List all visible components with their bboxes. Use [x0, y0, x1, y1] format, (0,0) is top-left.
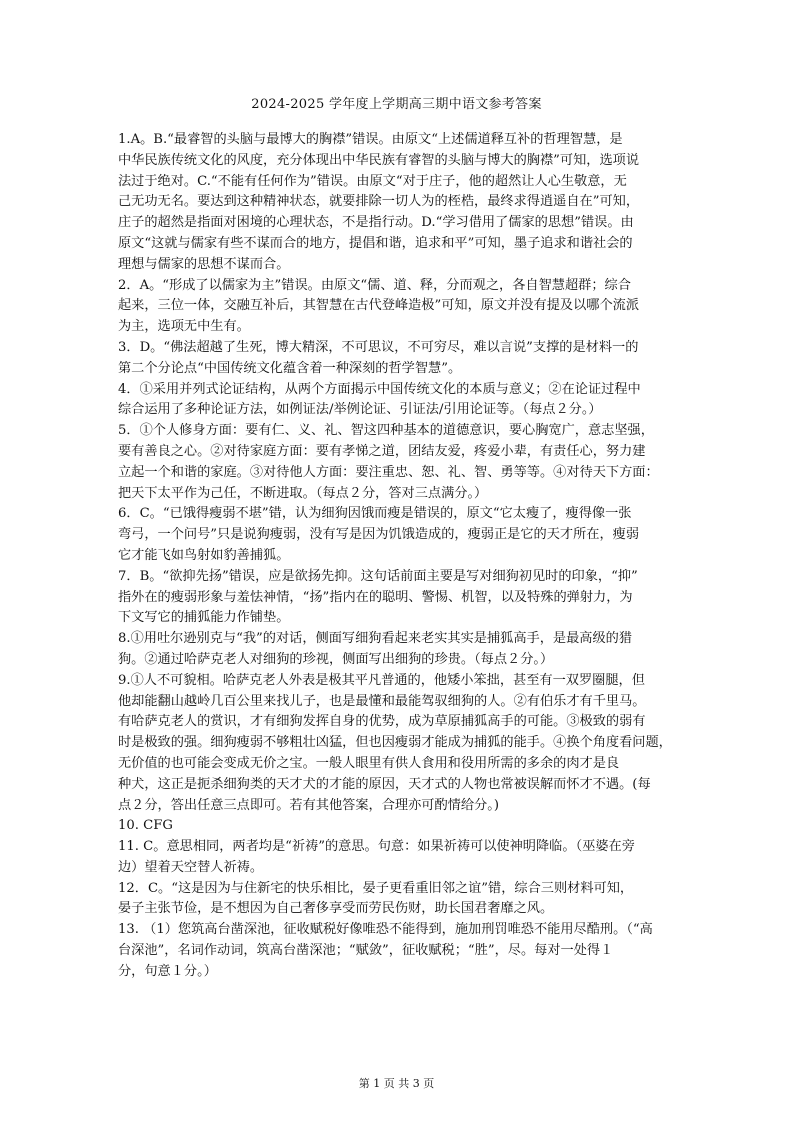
- text-line: 4．①采用并列式论证结构，从两个方面揭示中国传统文化的本质与意义；②在论证过程中: [118, 381, 641, 397]
- text-line: 12．C。“这是因为与住新宅的快乐相比，晏子更看重旧邻之谊”错，综合三则材料可知，: [118, 880, 634, 896]
- text-line: 把天下太平作为己任，不断进取。（每点２分，答对三点满分。）: [118, 485, 488, 501]
- text-line: 他却能翻山越岭几百公里来找儿子，也是最懂和最能驾驭细狗的人。②有伯乐才有千里马。: [118, 693, 646, 709]
- text-line: 它才能飞如鸟射如豹善捕狐。: [118, 547, 290, 563]
- answer-paragraph: [118, 879, 686, 921]
- page-footer: 第 1 页 共 3 页: [358, 1077, 435, 1090]
- text-line: 第二个分论点“中国传统文化蕴含着一种深刻的哲学智慧”。: [118, 360, 462, 376]
- answer-paragraph: [118, 920, 686, 982]
- text-line: 13. （1）您筑高台凿深池，征收赋税好像唯恐不能得到，施加刑罚唯恐不能用尽酷刑。（“高: [118, 922, 653, 938]
- text-line: 中华民族传统文化的风度，充分体现出中华民族有睿智的头脑与博大的胸襟”可知，选项说: [118, 152, 640, 168]
- text-line: 6．C。“已饿得瘦弱不堪”错，认为细狗因饿而瘦是错误的，原文“它太瘦了，瘦得像一张: [118, 506, 632, 522]
- text-line: 起来，三位一体，交融互补后，其智慧在古代登峰造极”可知，原文并没有提及以哪个流派: [118, 298, 640, 314]
- text-line: 5．①个人修身方面：要有仁、义、礼、智这四种基本的道德意识，要心胸宽广，意志坚强，: [118, 423, 654, 439]
- text-line: 综合运用了多种论证方法，如例证法/举例论证、引证法/引用论证等。（每点２分。）: [118, 402, 602, 418]
- text-line: 2．A。“形成了以儒家为主”错误。由原文“儒、道、释，分而观之，各自智慧超群；综合: [118, 277, 631, 293]
- text-line: 下文写它的捕狐能力作铺垫。: [118, 610, 290, 626]
- answer-paragraph: [118, 629, 686, 671]
- text-line: 庄子的超然是指面对困境的心理状态，不是指行动。D.“学习借用了儒家的思想”错误。由: [118, 215, 634, 231]
- text-line: 晏子主张节俭，是不想因为自己奢侈享受而劳民伤财，助长国君奢靡之风。: [118, 901, 554, 917]
- text-line: 立起一个和谐的家庭。③对待他人方面：要注重忠、恕、礼、智、勇等等。④对待天下方面：: [118, 464, 659, 480]
- answer-paragraph: [118, 130, 686, 276]
- text-line: 狗。②通过哈萨克老人对细狗的珍视，侧面写出细狗的珍贵。（每点２分。）: [118, 651, 554, 667]
- text-line: 10. CFG: [118, 818, 173, 834]
- text-line: 11. C。意思相同，两者均是“祈祷”的意思。句意：如果祈祷可以使神明降临。（巫婆在旁: [118, 839, 635, 855]
- text-line: 法过于绝对。C.“不能有任何作为”错误。由原文“对于庄子，他的超然让人心生敬意，无: [118, 173, 627, 189]
- text-line: 时是极致的强。细狗瘦弱不够粗壮凶猛，但也因瘦弱才能成为捕狐的能手。④换个角度看问题，: [118, 735, 672, 751]
- text-line: 边）望着天空替人祈祷。: [118, 859, 264, 875]
- text-line: 无价值的也可能会变成无价之宝。一般人眼里有供人食用和役用所需的多余的肉才是良: [118, 755, 620, 771]
- text-line: 弯弓，一个问号”只是说狗瘦弱，没有写是因为饥饿造成的，瘦弱正是它的天才所在，瘦弱: [118, 527, 640, 543]
- text-line: 9.①人不可貌相。哈萨克老人外表是极其平凡普通的，他矮小笨拙，甚至有一双罗圈腿，但: [118, 672, 645, 688]
- answer-paragraph: [118, 421, 686, 504]
- text-line: 点２分，答出任意三点即可。若有其他答案，合理亦可酌情给分。): [118, 797, 499, 813]
- answer-paragraph: [118, 380, 686, 422]
- text-line: 1.A。B.“最睿智的头脑与最博大的胸襟”错误。由原文“上述儒道释互补的哲理智慧，是: [118, 132, 623, 147]
- text-line: 原文“这就与儒家有些不谋而合的地方，提倡和谐，追求和平”可知，墨子追求和谐社会的: [118, 235, 633, 251]
- text-line: 3．D。“佛法超越了生死，博大精深，不可思议，不可穷尽，难以言说”支撑的是材料一的: [118, 339, 639, 355]
- text-line: 指外在的瘦弱形象与羞怯神情，“扬”指内在的聪明、警惕、机智，以及特殊的弹射力，为: [118, 589, 633, 605]
- text-line: 为主，选项无中生有。: [118, 319, 250, 335]
- answer-content: [118, 130, 686, 983]
- answer-paragraph: [118, 837, 686, 879]
- text-line: 8.①用吐尔逊别克与“我”的对话，侧面写细狗看起来老实其实是捕狐高手，是最高级的猎: [118, 631, 632, 647]
- answer-paragraph: [118, 671, 686, 817]
- answer-paragraph: [118, 567, 686, 629]
- answer-paragraph: [118, 338, 686, 380]
- answer-paragraph: [118, 276, 686, 338]
- text-line: 要有善良之心。②对待家庭方面：要有孝悌之道，团结友爱，疼爱小辈，有责任心，努力建: [118, 443, 646, 459]
- text-line: 理想与儒家的思想不谋而合。: [118, 256, 290, 272]
- answer-paragraph: [118, 816, 686, 837]
- answer-paragraph: [118, 504, 686, 566]
- text-line: 己无功无名。要达到这种精神状态，就要排除一切人为的桎梏，最终求得逍遥自在”可知，: [118, 194, 640, 210]
- text-line: 台深池”，名词作动词，筑高台凿深池；“赋敛”，征收赋税；“胜”，尽。每对一处得１: [118, 943, 614, 959]
- text-line: 分，句意１分。）: [118, 963, 217, 979]
- text-line: 有哈萨克老人的赏识，才有细狗发挥自身的优势，成为草原捕狐高手的可能。③极致的弱有: [118, 714, 646, 730]
- page-title: 2024-2025 学年度上学期高三期中语文参考答案: [251, 97, 542, 112]
- text-line: 7．B。“欲抑先扬”错误，应是欲扬先抑。这句话前面主要是写对细狗初见时的印象，“抑”: [118, 568, 638, 584]
- text-line: 种犬，这正是扼杀细狗类的天才犬的才能的原因，天才式的人物也常被误解而怀才不遇。(每: [118, 776, 651, 792]
